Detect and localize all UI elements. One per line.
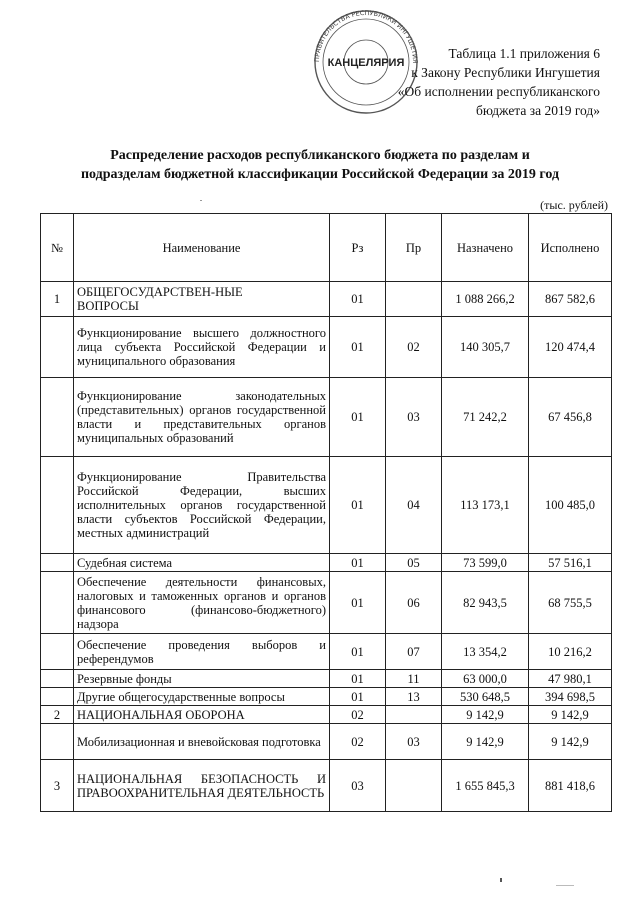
header-line-3: «Об исполнении республиканского	[397, 84, 600, 99]
row-name: Обеспечение деятельности финансовых, налоговых и таможенных органов и органов финансового (финансово-бюджетного) надзора	[74, 572, 330, 634]
row-executed: 57 516,1	[529, 554, 612, 572]
row-assigned: 9 142,9	[442, 706, 529, 724]
row-name: Судебная система	[74, 554, 330, 572]
table-row	[41, 670, 612, 688]
row-executed: 881 418,6	[529, 760, 612, 812]
title-line-1: Распределение расходов республиканского бюджета по разделам и	[110, 148, 530, 163]
row-executed: 47 980,1	[529, 670, 612, 688]
row-num: 1	[41, 282, 74, 317]
title-line-2: подразделам бюджетной классификации Российской Федерации за 2019 год	[80, 167, 560, 182]
budget-table	[40, 213, 612, 812]
row-rz: 01	[330, 317, 386, 378]
row-num: 2	[41, 706, 74, 724]
row-name: Резервные фонды	[74, 670, 330, 688]
row-executed: 867 582,6	[529, 282, 612, 317]
row-num	[41, 670, 74, 688]
row-pr	[386, 282, 442, 317]
table-row	[41, 378, 612, 457]
row-pr: 05	[386, 554, 442, 572]
document-header	[398, 44, 600, 120]
table-row	[41, 282, 612, 317]
row-pr: 06	[386, 572, 442, 634]
row-executed: 394 698,5	[529, 688, 612, 706]
col-header-assigned: Назначено	[442, 214, 529, 282]
row-num	[41, 572, 74, 634]
document-title	[0, 146, 640, 184]
row-executed: 68 755,5	[529, 572, 612, 634]
row-rz: 03	[330, 760, 386, 812]
row-assigned: 73 599,0	[442, 554, 529, 572]
row-name: Функционирование высшего должностного лица субъекта Российской Федерации и муниципального образования	[74, 317, 330, 378]
table-header-row	[41, 214, 612, 282]
table-row	[41, 724, 612, 760]
row-assigned: 140 305,7	[442, 317, 529, 378]
row-num	[41, 457, 74, 554]
table-row	[41, 706, 612, 724]
row-name: Другие общегосударственные вопросы	[74, 688, 330, 706]
row-executed: 10 216,2	[529, 634, 612, 670]
row-pr: 02	[386, 317, 442, 378]
col-header-num: №	[41, 214, 74, 282]
row-assigned: 82 943,5	[442, 572, 529, 634]
table-row	[41, 317, 612, 378]
row-rz: 01	[330, 282, 386, 317]
row-executed: 67 456,8	[529, 378, 612, 457]
row-assigned: 9 142,9	[442, 724, 529, 760]
table-row	[41, 572, 612, 634]
col-header-rz: Рз	[330, 214, 386, 282]
row-assigned: 113 173,1	[442, 457, 529, 554]
table-row	[41, 554, 612, 572]
row-name: Обеспечение проведения выборов и референдумов	[74, 634, 330, 670]
row-pr	[386, 760, 442, 812]
table-row	[41, 457, 612, 554]
row-pr: 13	[386, 688, 442, 706]
row-rz: 01	[330, 670, 386, 688]
col-header-executed: Исполнено	[529, 214, 612, 282]
row-num	[41, 688, 74, 706]
row-assigned: 530 648,5	[442, 688, 529, 706]
row-num	[41, 724, 74, 760]
header-line-1: Таблица 1.1 приложения 6	[448, 46, 600, 61]
row-name: Функционирование Правительства Российской Федерации, высших исполнительных органов государственной власти субъектов Российской Федерации, местных администраций	[74, 457, 330, 554]
scan-mark	[500, 878, 502, 882]
col-header-name: Наименование	[74, 214, 330, 282]
header-line-4: бюджета за 2019 год»	[476, 103, 600, 118]
row-executed: 9 142,9	[529, 724, 612, 760]
row-pr: 03	[386, 378, 442, 457]
row-num	[41, 317, 74, 378]
table-row	[41, 760, 612, 812]
stamp-ring-text: ПРАВИТЕЛЬСТВА РЕСПУБЛИКИ ИНГУШЕТИЯ	[312, 8, 420, 64]
row-assigned: 13 354,2	[442, 634, 529, 670]
row-executed: 120 474,4	[529, 317, 612, 378]
row-pr: 11	[386, 670, 442, 688]
row-assigned: 71 242,2	[442, 378, 529, 457]
row-num: 3	[41, 760, 74, 812]
units-label: (тыс. рублей)	[540, 198, 608, 212]
row-executed: 100 485,0	[529, 457, 612, 554]
row-rz: 02	[330, 724, 386, 760]
row-rz: 01	[330, 457, 386, 554]
col-header-pr: Пр	[386, 214, 442, 282]
row-rz: 01	[330, 554, 386, 572]
row-name: Мобилизационная и вневойсковая подготовка	[74, 724, 330, 760]
row-name: НАЦИОНАЛЬНАЯ БЕЗОПАСНОСТЬ И ПРАВООХРАНИТЕЛЬНАЯ ДЕЯТЕЛЬНОСТЬ	[74, 760, 330, 812]
row-rz: 01	[330, 688, 386, 706]
row-num	[41, 378, 74, 457]
row-assigned: 63 000,0	[442, 670, 529, 688]
row-executed: 9 142,9	[529, 706, 612, 724]
scan-mark	[556, 885, 574, 886]
row-num	[41, 634, 74, 670]
row-rz: 02	[330, 706, 386, 724]
row-assigned: 1 655 845,3	[442, 760, 529, 812]
table-row	[41, 634, 612, 670]
row-rz: 01	[330, 634, 386, 670]
row-num	[41, 554, 74, 572]
row-pr: 04	[386, 457, 442, 554]
row-assigned: 1 088 266,2	[442, 282, 529, 317]
row-pr: 07	[386, 634, 442, 670]
row-name: Функционирование законодательных (представительных) органов государственной власти и представительных органов муниципальных образований	[74, 378, 330, 457]
row-rz: 01	[330, 572, 386, 634]
stamp-center-text: КАНЦЕЛЯРИЯ	[327, 57, 405, 69]
header-line-2: к Закону Республики Ингушетия	[411, 65, 600, 80]
row-rz: 01	[330, 378, 386, 457]
scan-mark	[200, 200, 202, 201]
row-pr	[386, 706, 442, 724]
row-name: ОБЩЕГОСУДАРСТВЕН-НЫЕ ВОПРОСЫ	[74, 282, 330, 317]
row-pr: 03	[386, 724, 442, 760]
row-name: НАЦИОНАЛЬНАЯ ОБОРОНА	[74, 706, 330, 724]
table-row	[41, 688, 612, 706]
